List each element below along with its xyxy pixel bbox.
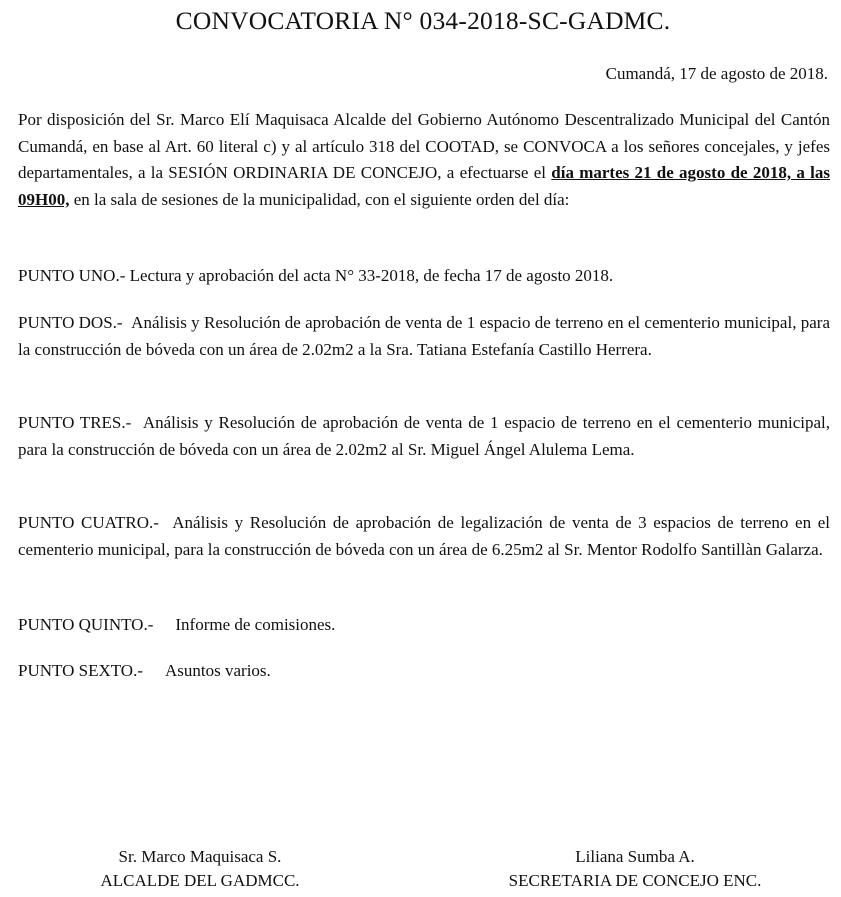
point-text: Análisis y Resolución de aprobación de venta de 1 espacio de terreno en el cementerio municipal, para la construcción de bóveda con un área de 2.02m2 a la Sra. Tatiana Estefanía Castillo Herrera. <box>18 313 830 359</box>
point-text: Lectura y aprobación del acta N° 33-2018, de fecha 17 de agosto 2018. <box>129 266 614 285</box>
agenda-point-3 <box>18 410 830 463</box>
point-label: PUNTO UNO.- <box>18 266 126 285</box>
point-label: PUNTO SEXTO.- <box>18 661 143 680</box>
intro-text-2: en la sala de sesiones de la municipalidad, con el siguiente orden del día: <box>69 189 570 209</box>
intro-text-1: Por disposición del Sr. Marco Elí Maquisaca Alcalde del Gobierno Autónomo Descentralizado Municipal del Cantón Cumandá, en base al Art. 60 literal c) y al artículo 318 del COOTAD, se CONVOCA a los señores concejales, y jefes departamentales, a la SESIÓN ORDINARIA DE CONCEJO, a efectuarse el <box>18 110 830 182</box>
signature-secretary <box>460 845 810 893</box>
agenda-point-6 <box>18 658 830 685</box>
signature-role: ALCALDE DEL GADMCC. <box>100 871 300 890</box>
point-label: PUNTO CUATRO.- <box>18 513 159 532</box>
agenda-point-2 <box>18 310 830 363</box>
point-label: PUNTO DOS.- <box>18 313 123 332</box>
intro-paragraph <box>18 107 830 213</box>
point-label: PUNTO QUINTO.- <box>18 615 154 634</box>
signature-mayor <box>40 845 360 893</box>
signature-role: SECRETARIA DE CONCEJO ENC. <box>508 871 762 890</box>
agenda-point-5 <box>18 612 830 639</box>
agenda-point-1 <box>18 263 830 290</box>
signature-name: Liliana Sumba A. <box>575 847 695 866</box>
point-text: Asuntos varios. <box>165 661 271 680</box>
point-label: PUNTO TRES.- <box>18 413 132 432</box>
session-date-emphasis: día martes 21 de agosto de 2018, a las 09H00, <box>18 163 830 209</box>
point-text: Análisis y Resolución de aprobación de venta de 1 espacio de terreno en el cementerio municipal, para la construcción de bóveda con un área de 2.02m2 al Sr. Miguel Ángel Alulema Lema. <box>18 413 831 459</box>
point-text: Análisis y Resolución de aprobación de legalización de venta de 3 espacios de terreno en el cementerio municipal, para la construcción de bóveda con un área de 6.25m2 al Sr. Mentor Rodolfo Santillàn Galarza. <box>18 513 830 559</box>
point-text: Informe de comisiones. <box>175 615 336 634</box>
document-title: CONVOCATORIA N° 034-2018-SC-GADMC. <box>175 6 671 35</box>
agenda-point-4 <box>18 510 830 563</box>
signature-name: Sr. Marco Maquisaca S. <box>118 847 282 866</box>
date-line: Cumandá, 17 de agosto de 2018. <box>605 64 828 83</box>
